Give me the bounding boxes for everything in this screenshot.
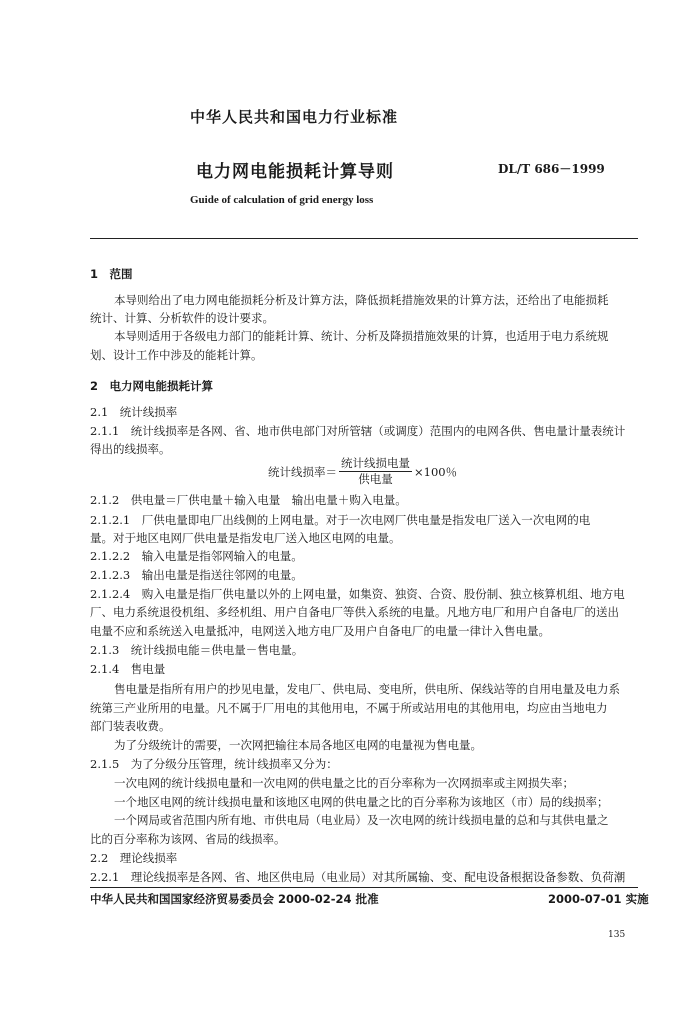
- formula-lhs: 统计线损率＝: [268, 464, 337, 479]
- subsection-heading: 2.2 理论线损率: [90, 851, 178, 865]
- document-title: 电力网电能损耗计算导则: [196, 162, 394, 182]
- implementation-date: 2000-07-01 实施: [548, 892, 649, 906]
- paragraph-line: 2.1.2.2 输入电量是指邻网输入的电量。: [90, 549, 303, 563]
- formula-numerator: 统计线损电量: [341, 456, 410, 470]
- paragraph-line: 得出的线损率。: [90, 442, 171, 456]
- paragraph-line: 一个地区电网的统计线损电量和该地区电网的供电量之比的百分率称为该地区（市）局的线损率；: [114, 795, 609, 809]
- subsection-heading: 2.1 统计线损率: [90, 405, 178, 419]
- paragraph-line: 一个网局或省范围内所有地、市供电局（电业局）及一次电网的统计线损电量的总和与其供电量之: [114, 813, 609, 827]
- paragraph-line: 统第三产业所用的电量。凡不属于厂用电的其他用电，不属于所或站用电的其他用电，均应由当地电力: [90, 701, 608, 715]
- formula-denominator: 供电量: [358, 472, 393, 486]
- paragraph-line: 部门装表收费。: [90, 719, 171, 733]
- paragraph-line: 一次电网的统计线损电量和一次电网的供电量之比的百分率称为一次网损率或主网损失率；: [114, 776, 574, 790]
- english-title: Guide of calculation of grid energy loss: [190, 194, 374, 206]
- section-2-heading: 2 电力网电能损耗计算: [90, 379, 214, 393]
- standard-code: DL/T 686－1999: [498, 162, 605, 176]
- paragraph-line: 电量不应和系统送入电量抵冲，电网送入地方电厂及用户自备电厂的电量一律计入售电量。: [90, 624, 550, 638]
- formula-rhs: ×100％: [414, 464, 458, 479]
- paragraph-line: 厂、电力系统退役机组、多经机组、用户自备电厂等供入系统的电量。凡地方电厂和用户自备电厂的送出: [90, 605, 619, 619]
- formula-fraction: [339, 456, 412, 487]
- paragraph-line: 比的百分率称为该网、省局的线损率。: [90, 832, 286, 846]
- section-1-heading: 1 范围: [90, 267, 133, 281]
- paragraph-line: 本导则给出了电力网电能损耗分析及计算方法，降低损耗措施效果的计算方法，还给出了电能损耗: [114, 293, 609, 307]
- subsection-heading: 2.1.4 售电量: [90, 662, 166, 676]
- page-number: 135: [608, 930, 626, 940]
- paragraph-line: 售电量是指所有用户的抄见电量，发电厂、供电局、变电所，供电所、保线站等的自用电量及电力系: [114, 682, 620, 696]
- paragraph-line: 2.1.2.3 输出电量是指送往邻网的电量。: [90, 568, 303, 582]
- paragraph-line: 2.1.3 统计线损电能＝供电量－售电量。: [90, 643, 304, 657]
- paragraph-line: 本导则适用于各级电力部门的能耗计算、统计、分析及降损措施效果的计算，也适用于电力系统规: [114, 329, 609, 343]
- standard-category: 中华人民共和国电力行业标准: [190, 108, 399, 126]
- paragraph-line: 为了分级统计的需要，一次网把输往本局各地区电网的电量视为售电量。: [114, 738, 482, 752]
- line-loss-formula: [268, 456, 457, 487]
- footer-divider: [90, 887, 638, 888]
- paragraph-line: 量。对于地区电网厂供电量是指发电厂送入地区电网的电量。: [90, 531, 401, 545]
- paragraph-line: 统计、计算、分析软件的设计要求。: [90, 311, 274, 325]
- paragraph-line: 2.1.2 供电量＝厂供电量＋输入电量 输出电量＋购入电量。: [90, 493, 407, 507]
- paragraph-line: 2.1.2.4 购入电量是指厂供电量以外的上网电量，如集资、独资、合资、股份制、独立核算机组、地方电: [90, 587, 625, 601]
- header-divider: [90, 238, 638, 239]
- paragraph-line: 2.1.5 为了分级分压管理，统计线损率又分为：: [90, 757, 338, 771]
- approval-note: 中华人民共和国国家经济贸易委员会 2000-02-24 批准: [90, 892, 379, 906]
- paragraph-line: 2.1.1 统计线损率是各网、省、地市供电部门对所管辖（或调度）范围内的电网各供、售电量计量表统计: [90, 424, 626, 438]
- paragraph-line: 2.1.2.1 厂供电量即电厂出线侧的上网电量。对于一次电网厂供电量是指发电厂送入一次电网的电: [90, 513, 591, 527]
- paragraph-line: 划、设计工作中涉及的能耗计算。: [90, 348, 263, 362]
- paragraph-line: 2.2.1 理论线损率是各网、省、地区供电局（电业局）对其所属输、变、配电设备根据设备参数、负荷潮: [90, 870, 626, 884]
